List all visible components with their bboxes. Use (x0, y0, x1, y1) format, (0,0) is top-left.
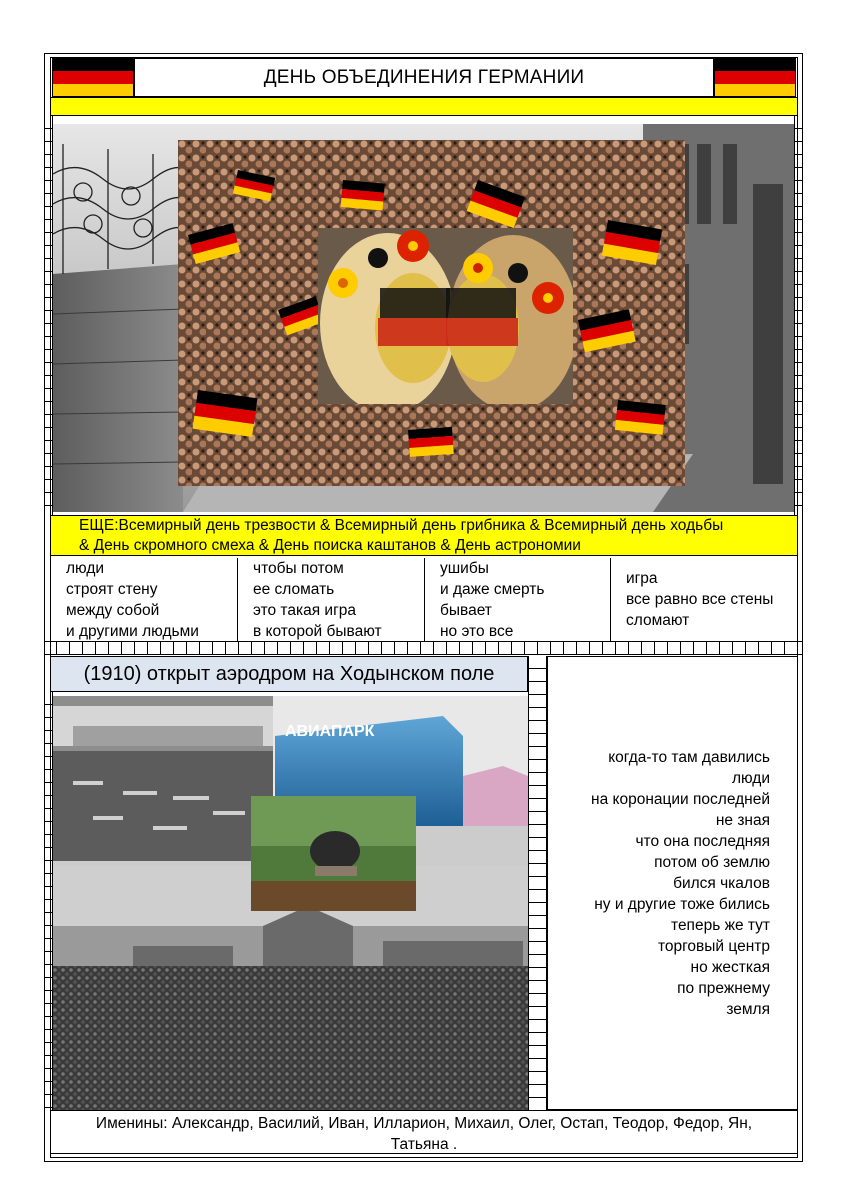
poem-column-4 (611, 558, 798, 641)
khodynka-collage-photo (53, 696, 528, 1110)
poem-line: и даже смерть (440, 581, 545, 598)
poem-line: все равно все стены (626, 591, 774, 608)
mall-sign-text: АВИАПАРК (285, 723, 375, 740)
section-divider-ladder (44, 641, 803, 655)
poem-line: что она последняя (635, 833, 770, 850)
german-flag-left (52, 58, 134, 97)
poem-line: чтобы потом (253, 560, 344, 577)
poem-line: между собой (66, 602, 160, 619)
poem-line: земля (726, 1001, 770, 1018)
poem-line: ее сломать (253, 581, 335, 598)
aerodrome-heading: (1910) открыт аэродром на Ходынском поле (50, 656, 528, 692)
berlin-wall-collage-photo (53, 124, 794, 512)
other-holidays-line-2: & День скромного смеха & День поиска каштанов & День астрономии (79, 537, 581, 554)
poem-line: но жесткая (690, 959, 770, 976)
khodynka-poem (591, 747, 770, 1020)
frame-ladder-left (44, 116, 53, 516)
poem-line: сломают (626, 612, 690, 629)
painted-faces-photo (318, 228, 573, 404)
poem-line: не зная (715, 812, 770, 829)
poem-line: теперь же тут (671, 917, 770, 934)
poem-line: строят стену (66, 581, 158, 598)
frame-ladder-left-2 (44, 692, 53, 1110)
frame-ladder-right (794, 116, 803, 516)
yellow-divider (50, 97, 798, 116)
poem-line: это такая игра (253, 602, 356, 619)
poem-column-3 (425, 558, 611, 641)
poem-line: когда-то там давились (608, 749, 770, 766)
poem-line: и другими людьми (66, 623, 199, 640)
poem-line: в которой бывают (253, 623, 382, 640)
poem-line: бывает (440, 602, 492, 619)
poem-column-1 (51, 558, 238, 641)
poem-line: на коронации последней (591, 791, 770, 808)
other-holidays-strip (50, 515, 798, 556)
two-fans-painted-faces-image (318, 228, 573, 404)
poem-line: бился чкалов (673, 875, 770, 892)
poem-column-2 (238, 558, 425, 641)
poem-line: люди (66, 560, 105, 577)
poem-line: по прежнему (677, 980, 770, 997)
frame-ladder-middle (528, 656, 547, 1110)
name-days-line-2: Татьяна . (390, 1136, 458, 1153)
poem-line: но это все (440, 623, 514, 640)
other-holidays-line-1: ЕЩЕ:Всемирный день трезвости & Всемирный день грибника & Всемирный день ходьбы (79, 517, 724, 534)
poem-line: ушибы (440, 560, 489, 577)
khodynka-field-image (53, 696, 528, 1110)
poem-line: ну и другие тоже бились (594, 896, 770, 913)
poem-line: торговый центр (657, 938, 770, 955)
poem-line: игра (626, 570, 658, 587)
khodynka-poem-panel (547, 656, 798, 1110)
poem-line: люди (731, 770, 770, 787)
poem-line: потом об землю (654, 854, 770, 871)
german-flag-right (714, 58, 796, 97)
name-days-line-1: Именины: Александр, Василий, Иван, Илларион, Михаил, Олег, Остап, Теодор, Федор, Ян, (95, 1115, 753, 1132)
page-title: ДЕНЬ ОБЪЕДИНЕНИЯ ГЕРМАНИИ (134, 58, 714, 97)
name-days-footer (50, 1110, 798, 1154)
